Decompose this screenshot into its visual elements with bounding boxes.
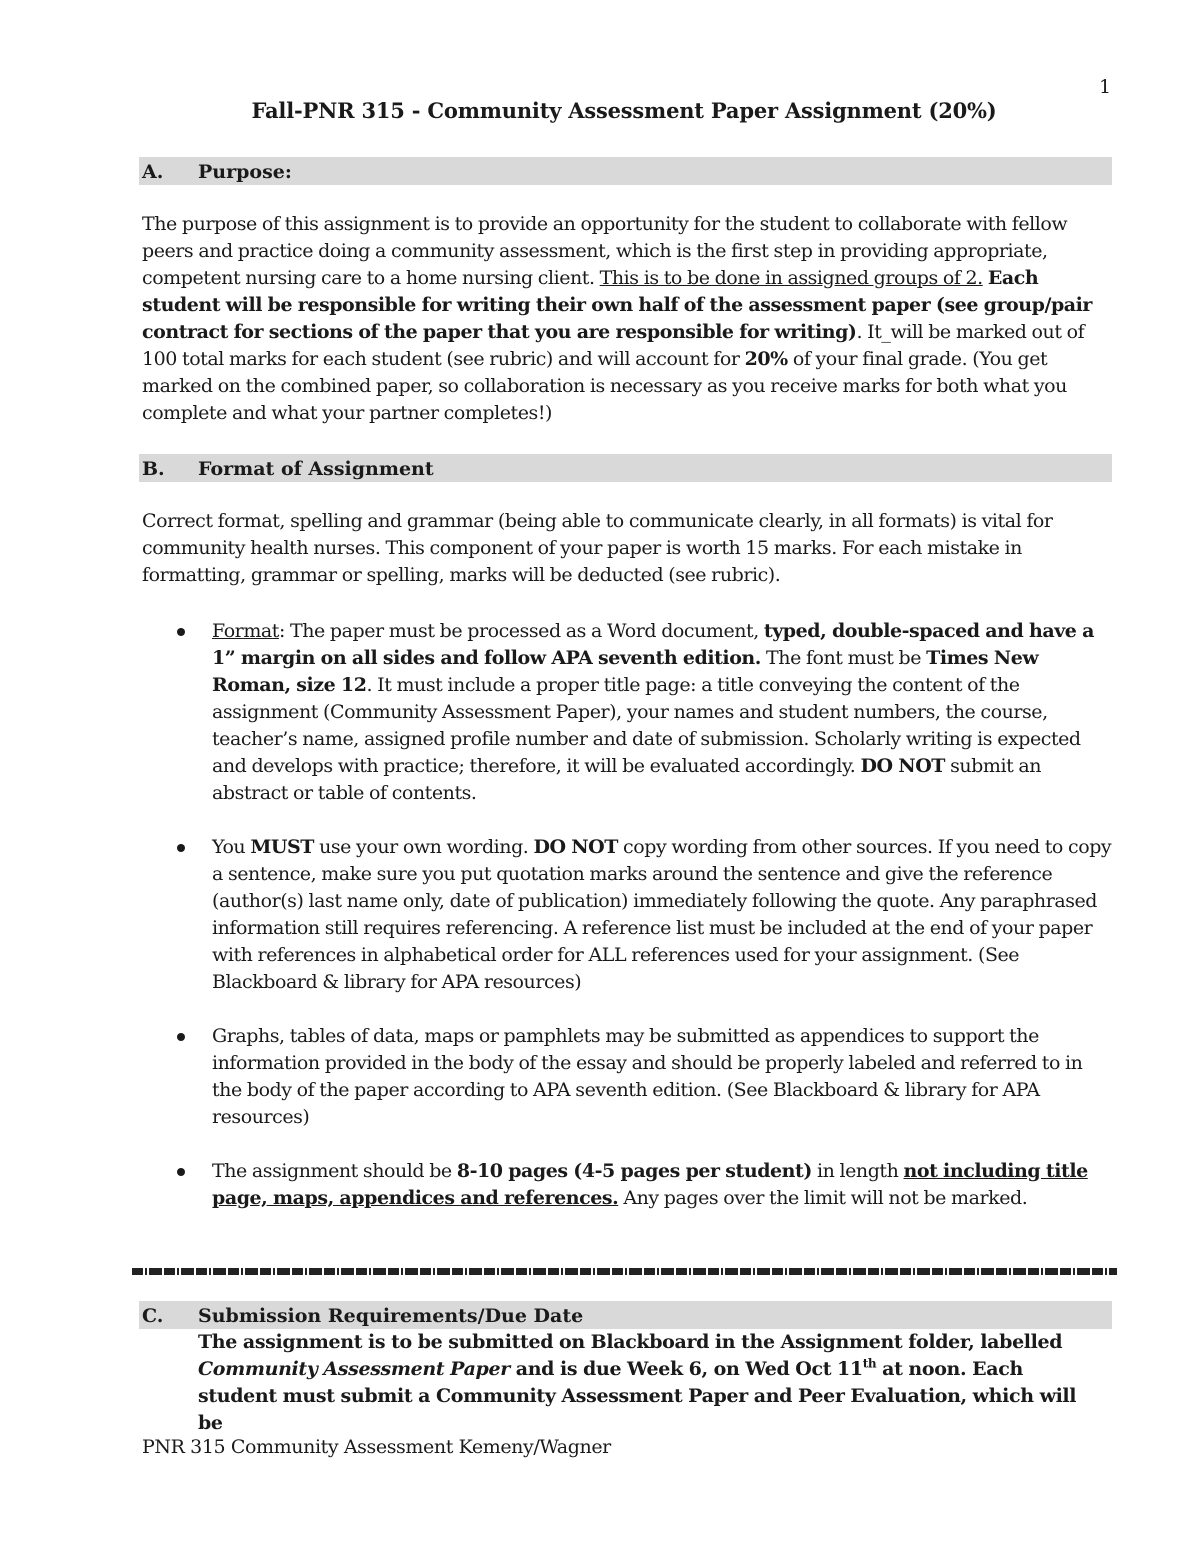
section-title: Submission Requirements/Due Date [198, 1305, 584, 1327]
section-letter: A. [142, 161, 164, 183]
bullet-icon [177, 1033, 185, 1041]
bullet-icon [177, 1168, 185, 1176]
list-item: The assignment should be 8-10 pages (4-5 pages per student) in length not including title page, maps, appendices and references. Any pages over the limit will not be marked. [172, 1158, 1116, 1212]
section-heading-format [139, 454, 1112, 482]
format-bullet-list [172, 618, 1116, 1239]
format-intro-paragraph: Correct format, spelling and grammar (being able to communicate clearly, in all formats) is vital for community health nurses. This component of your paper is worth 15 marks. For each mistake in formatting, grammar or spelling, marks will be deducted (see rubric). [142, 510, 1053, 586]
section-title: Format of Assignment [198, 458, 434, 480]
grade-weight: 20% [744, 348, 788, 370]
section-letter: B. [142, 458, 165, 480]
group-note: This is to be done in assigned groups of 2. [599, 267, 983, 289]
bullet-icon [177, 844, 185, 852]
purpose-paragraph: The purpose of this assignment is to provide an opportunity for the student to collaborate with fellow peers and practice doing a community assessment, which is the first step in providing appropriate, competent nursing care to a home nursing client. This is to be done in assigned groups of 2. Each student will be responsible for writing their own half of the assessment paper (see group/pair contract for sections of the paper that you are responsible for writing). It_will be marked out of 100 total marks for each student (see rubric) and will account for 20% of your final grade. (You get marked on the combined paper, so collaboration is necessary as you receive marks for both what you complete and what your partner completes!) [142, 213, 1092, 424]
page-title: Fall-PNR 315 - Community Assessment Paper Assignment (20%) [251, 98, 997, 123]
section-heading-submission [139, 1301, 1112, 1329]
section-divider [132, 1268, 1117, 1275]
bullet-icon [177, 628, 185, 636]
submission-paragraph: The assignment is to be submitted on Blackboard in the Assignment folder, labelled Community Assessment Paper and is due Week 6, on Wed Oct 11th at noon. Each student must submit a Community Assessment Paper and Peer Evaluation, which will be [198, 1331, 1077, 1434]
page-footer: PNR 315 Community Assessment Kemeny/Wagner [142, 1436, 611, 1458]
section-letter: C. [142, 1305, 164, 1327]
section-title: Purpose: [198, 161, 292, 183]
list-item: Graphs, tables of data, maps or pamphlets may be submitted as appendices to support the information provided in the body of the essay and should be properly labeled and referred to in the body of the paper according to APA seventh edition. (See Blackboard & library for APA resources) [172, 1023, 1116, 1131]
list-item: You MUST use your own wording. DO NOT copy wording from other sources. If you need to copy a sentence, make sure you put quotation marks around the sentence and give the reference (author(s) last name only, date of publication) immediately following the quote. Any paraphrased information still requires referencing. A reference list must be included at the end of your paper with references in alphabetical order for ALL references used for your assignment. (See Blackboard & library for APA resources) [172, 834, 1116, 996]
page-number: 1 [1099, 76, 1112, 98]
section-heading-purpose [139, 157, 1112, 185]
list-item: Format: The paper must be processed as a Word document, typed, double-spaced and have a 1” margin on all sides and follow APA seventh edition. The font must be Times New Roman, size 12. It must include a proper title page: a title conveying the content of the assignment (Community Assessment Paper), your names and student numbers, the course, teacher’s name, assigned profile number and date of submission. Scholarly writing is expected and develops with practice; therefore, it will be evaluated accordingly. DO NOT submit an abstract or table of contents. [172, 618, 1116, 807]
responsibility-note: Each student will be responsible for writing their own half of the assessment paper (see group/pair contract for sections of the paper that you are responsible for writing) [142, 267, 1092, 343]
